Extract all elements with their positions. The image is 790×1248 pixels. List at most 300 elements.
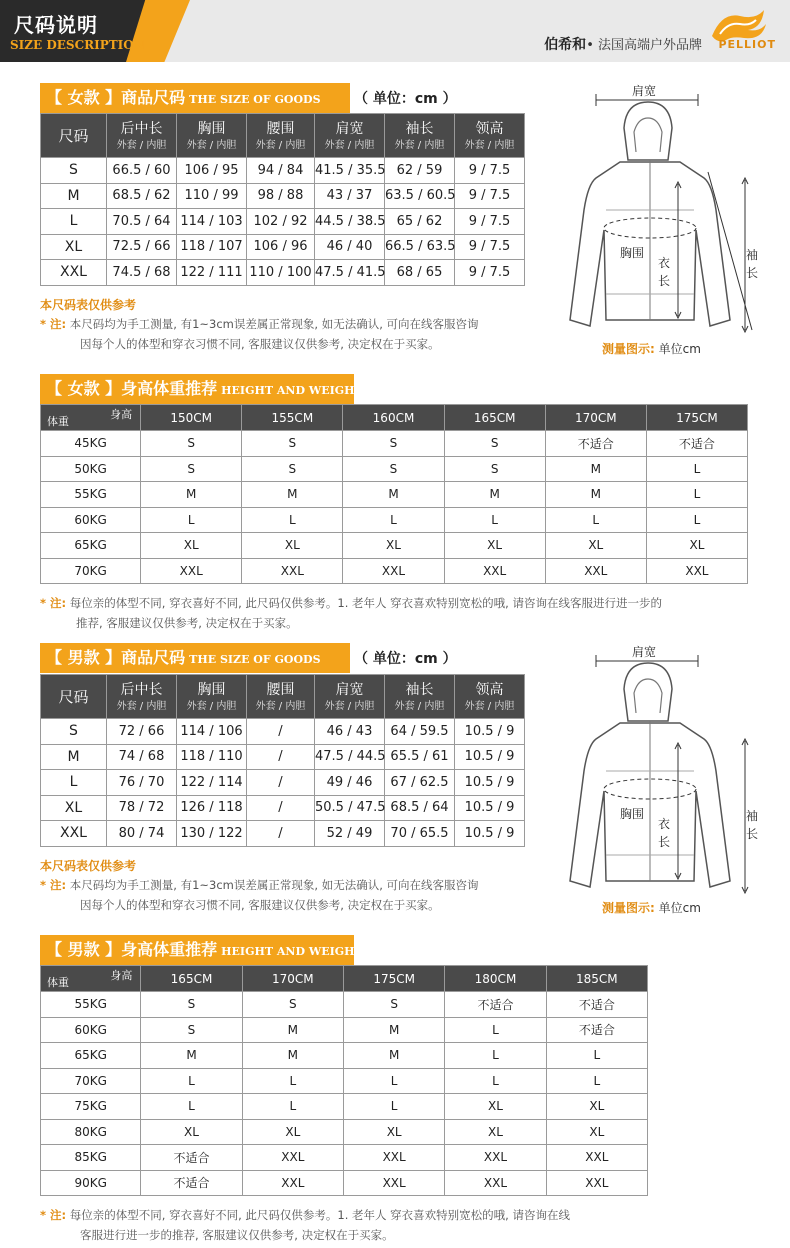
- table-cell: L: [141, 1068, 242, 1094]
- table-cell: M: [343, 1017, 444, 1043]
- column-header: [177, 114, 247, 158]
- table-cell: L: [646, 456, 747, 482]
- women-jacket-diagram: [560, 80, 770, 360]
- height-column-header: 165CM: [141, 966, 242, 992]
- corner-height-label: 身高: [110, 969, 133, 982]
- note-line-1: 本尺码均为手工测量, 有1~3cm误差属正常现象, 如无法确认, 可向在线客服咨询: [69, 878, 479, 892]
- column-header: [177, 675, 247, 719]
- table-cell: 65.5 / 61: [385, 744, 455, 770]
- height-column-header: 185CM: [546, 966, 647, 992]
- table-cell: XXL: [242, 1145, 343, 1171]
- weight-cell: 55KG: [41, 482, 141, 508]
- size-column-header: 尺码: [41, 114, 107, 158]
- weight-cell: 50KG: [41, 456, 141, 482]
- table-cell: L: [141, 507, 242, 533]
- table-cell: L: [445, 1043, 546, 1069]
- table-cell: S: [242, 456, 343, 482]
- table-row: [41, 158, 525, 184]
- table-cell: 49 / 46: [315, 770, 385, 796]
- note-line-1: 每位亲的体型不同, 穿衣喜好不同, 此尺码仅供参考。1. 老年人 穿衣喜欢特别宽松的哦, 请咨询在线: [69, 1208, 570, 1222]
- table-cell: XL: [545, 533, 646, 559]
- table-row: [41, 795, 525, 821]
- size-cell: XL: [41, 795, 107, 821]
- table-cell: XXL: [545, 558, 646, 584]
- table-row: [41, 719, 525, 745]
- note-line-2: 客服进行进一步的推荐, 客服建议仅供参考, 决定权在于买家。: [80, 1228, 394, 1242]
- table-row: [41, 183, 525, 209]
- column-header-sub: 外套 / 内胆: [116, 139, 167, 151]
- women-size-table: [40, 113, 525, 286]
- header-row: [41, 114, 525, 158]
- column-header-label: 后中长: [120, 681, 163, 698]
- table-row: [41, 209, 525, 235]
- table-cell: 118 / 107: [177, 234, 247, 260]
- men-rec-title-en: HEIGHT AND WEIGHT: [221, 945, 363, 958]
- corner-header: [41, 405, 141, 431]
- tagline: • 法国高端户外品牌: [586, 38, 702, 53]
- corner-weight-label: 体重: [47, 976, 69, 989]
- table-cell: S: [444, 456, 545, 482]
- table-row: [41, 821, 525, 847]
- table-cell: L: [242, 1068, 343, 1094]
- men-size-unit: （ 单位：cm ）: [354, 651, 457, 667]
- table-cell: 47.5 / 41.5: [315, 260, 385, 286]
- sleeve-label: 袖长: [746, 809, 759, 841]
- column-header: [315, 114, 385, 158]
- page-subtitle: SIZE DESCRIPTION: [10, 38, 145, 52]
- table-row: [41, 1043, 648, 1069]
- table-row: [41, 456, 748, 482]
- column-header-sub: 外套 / 内胆: [394, 139, 445, 151]
- logo-wordmark: PELLIOT: [718, 38, 776, 51]
- table-row: [41, 431, 748, 457]
- note-star: * 注:: [40, 878, 67, 892]
- table-cell: 63.5 / 60.5: [385, 183, 455, 209]
- women-rec-title: [40, 374, 363, 404]
- column-header: [385, 675, 455, 719]
- table-cell: XXL: [343, 558, 444, 584]
- measure-label: [602, 340, 701, 357]
- table-cell: 70 / 65.5: [385, 821, 455, 847]
- women-size-note: [40, 314, 479, 354]
- table-row: [41, 482, 748, 508]
- weight-cell: 60KG: [41, 507, 141, 533]
- women-rec-title-cn: 【 女款 】身高体重推荐: [46, 379, 218, 398]
- table-cell: M: [242, 482, 343, 508]
- table-cell: L: [546, 1068, 647, 1094]
- size-cell: M: [41, 183, 107, 209]
- table-cell: M: [242, 1017, 343, 1043]
- table-cell: 9 / 7.5: [455, 234, 525, 260]
- table-cell: 72 / 66: [107, 719, 177, 745]
- column-header-sub: 外套 / 内胆: [394, 700, 445, 712]
- jacket-outline-icon: [560, 80, 770, 340]
- column-header: [455, 675, 525, 719]
- table-cell: S: [343, 992, 444, 1018]
- table-cell: /: [247, 821, 315, 847]
- table-row: [41, 507, 748, 533]
- header-row: [41, 966, 648, 992]
- table-cell: 不适合: [141, 1170, 242, 1196]
- column-header-label: 后中长: [120, 120, 163, 137]
- table-cell: L: [343, 1094, 444, 1120]
- height-column-header: 160CM: [343, 405, 444, 431]
- note-line-1: 每位亲的体型不同, 穿衣喜好不同, 此尺码仅供参考。1. 老年人 穿衣喜欢特别宽松的哦, 请咨询在线客服进行进一步的: [69, 596, 662, 610]
- weight-cell: 65KG: [41, 1043, 141, 1069]
- column-header: [247, 114, 315, 158]
- table-cell: L: [242, 1094, 343, 1120]
- table-cell: 不适合: [546, 992, 647, 1018]
- table-cell: XL: [343, 533, 444, 559]
- men-size-title-en: THE SIZE OF GOODS: [189, 653, 321, 666]
- table-cell: XL: [646, 533, 747, 559]
- table-cell: 41.5 / 35.5: [315, 158, 385, 184]
- column-header-sub: 外套 / 内胆: [324, 139, 375, 151]
- table-cell: S: [242, 992, 343, 1018]
- weight-cell: 60KG: [41, 1017, 141, 1043]
- table-cell: 114 / 103: [177, 209, 247, 235]
- table-cell: 43 / 37: [315, 183, 385, 209]
- table-cell: 68.5 / 64: [385, 795, 455, 821]
- table-cell: S: [141, 1017, 242, 1043]
- table-cell: 122 / 111: [177, 260, 247, 286]
- table-cell: /: [247, 719, 315, 745]
- table-row: [41, 234, 525, 260]
- table-cell: 66.5 / 63.5: [385, 234, 455, 260]
- note-line-1: 本尺码均为手工测量, 有1~3cm误差属正常现象, 如无法确认, 可向在线客服咨询: [69, 317, 479, 331]
- table-row: [41, 260, 525, 286]
- table-cell: XXL: [546, 1170, 647, 1196]
- table-cell: L: [242, 507, 343, 533]
- note-star: * 注:: [40, 596, 67, 610]
- chest-label: 胸围: [620, 807, 645, 821]
- height-column-header: 175CM: [343, 966, 444, 992]
- corner-header: [41, 966, 141, 992]
- women-rec-note: [40, 593, 662, 633]
- table-cell: 47.5 / 44.5: [315, 744, 385, 770]
- weight-cell: 90KG: [41, 1170, 141, 1196]
- table-cell: 67 / 62.5: [385, 770, 455, 796]
- size-cell: XXL: [41, 821, 107, 847]
- height-column-header: 175CM: [646, 405, 747, 431]
- column-header-label: 肩宽: [335, 681, 364, 698]
- measure-title: 测量图示:: [602, 342, 655, 356]
- table-cell: 不适合: [445, 992, 546, 1018]
- table-cell: 46 / 43: [315, 719, 385, 745]
- corner-weight-label: 体重: [47, 415, 69, 428]
- column-header-sub: 外套 / 内胆: [186, 700, 237, 712]
- weight-cell: 70KG: [41, 1068, 141, 1094]
- table-row: [41, 992, 648, 1018]
- table-cell: M: [343, 1043, 444, 1069]
- men-rec-table: [40, 965, 648, 1196]
- measure-unit: 单位cm: [658, 342, 701, 356]
- weight-cell: 70KG: [41, 558, 141, 584]
- table-cell: 50.5 / 47.5: [315, 795, 385, 821]
- women-size-title-cn: 【 女款 】商品尺码: [46, 88, 186, 107]
- table-cell: 70.5 / 64: [107, 209, 177, 235]
- column-header-label: 领高: [475, 681, 504, 698]
- table-cell: 68 / 65: [385, 260, 455, 286]
- column-header: [385, 114, 455, 158]
- table-row: [41, 1017, 648, 1043]
- weight-cell: 80KG: [41, 1119, 141, 1145]
- column-header-label: 腰围: [266, 681, 295, 698]
- table-cell: 118 / 110: [177, 744, 247, 770]
- table-cell: XXL: [646, 558, 747, 584]
- table-cell: S: [444, 431, 545, 457]
- table-cell: 不适合: [546, 1017, 647, 1043]
- table-cell: 102 / 92: [247, 209, 315, 235]
- table-cell: XL: [444, 533, 545, 559]
- column-header-label: 肩宽: [335, 120, 364, 137]
- table-cell: 98 / 88: [247, 183, 315, 209]
- women-size-title-en: THE SIZE OF GOODS: [189, 93, 321, 106]
- table-cell: 9 / 7.5: [455, 260, 525, 286]
- weight-cell: 75KG: [41, 1094, 141, 1120]
- table-cell: M: [141, 482, 242, 508]
- column-header-label: 领高: [475, 120, 504, 137]
- note-star: * 注:: [40, 317, 67, 331]
- men-size-note: [40, 875, 479, 915]
- sleeve-label: 袖长: [746, 248, 759, 280]
- table-cell: XL: [546, 1094, 647, 1120]
- table-cell: 76 / 70: [107, 770, 177, 796]
- table-cell: M: [444, 482, 545, 508]
- table-cell: 94 / 84: [247, 158, 315, 184]
- table-row: [41, 1094, 648, 1120]
- table-cell: XXL: [343, 1170, 444, 1196]
- men-jacket-diagram: [560, 641, 770, 921]
- table-cell: M: [545, 456, 646, 482]
- chest-label: 胸围: [620, 246, 645, 260]
- table-cell: 10.5 / 9: [455, 744, 525, 770]
- table-cell: S: [242, 431, 343, 457]
- column-header-label: 胸围: [197, 681, 226, 698]
- size-cell: XL: [41, 234, 107, 260]
- table-cell: 9 / 7.5: [455, 209, 525, 235]
- corner-height-label: 身高: [110, 408, 133, 421]
- table-cell: 9 / 7.5: [455, 183, 525, 209]
- table-cell: XL: [141, 533, 242, 559]
- table-cell: 不适合: [141, 1145, 242, 1171]
- table-cell: L: [343, 1068, 444, 1094]
- table-cell: XXL: [445, 1145, 546, 1171]
- length-label: 衣长: [658, 817, 671, 849]
- size-cell: M: [41, 744, 107, 770]
- women-size-ref: 本尺码表仅供参考: [40, 298, 137, 312]
- table-row: [41, 558, 748, 584]
- table-cell: 65 / 62: [385, 209, 455, 235]
- size-cell: L: [41, 770, 107, 796]
- column-header-sub: 外套 / 内胆: [255, 139, 306, 151]
- size-cell: S: [41, 158, 107, 184]
- table-cell: XXL: [444, 558, 545, 584]
- measure-label: [602, 899, 701, 916]
- table-cell: XXL: [546, 1145, 647, 1171]
- table-cell: L: [343, 507, 444, 533]
- table-row: [41, 770, 525, 796]
- table-cell: 110 / 99: [177, 183, 247, 209]
- table-row: [41, 1170, 648, 1196]
- table-cell: S: [343, 456, 444, 482]
- table-cell: S: [141, 992, 242, 1018]
- brand-tagline: [544, 34, 702, 54]
- weight-cell: 65KG: [41, 533, 141, 559]
- table-cell: /: [247, 744, 315, 770]
- men-rec-title: [40, 935, 363, 965]
- table-cell: L: [646, 482, 747, 508]
- column-header: [315, 675, 385, 719]
- shoulder-label: 肩宽: [632, 84, 657, 98]
- note-line-2: 因每个人的体型和穿衣习惯不同, 客服建议仅供参考, 决定权在于买家。: [80, 898, 440, 912]
- table-row: [41, 533, 748, 559]
- table-cell: 64 / 59.5: [385, 719, 455, 745]
- table-cell: M: [545, 482, 646, 508]
- length-label: 衣长: [658, 256, 671, 288]
- column-header-sub: 外套 / 内胆: [116, 700, 167, 712]
- measure-title: 测量图示:: [602, 901, 655, 915]
- men-size-table: [40, 674, 525, 847]
- weight-cell: 55KG: [41, 992, 141, 1018]
- women-rec-table: [40, 404, 748, 584]
- shoulder-label: 肩宽: [632, 645, 657, 659]
- table-cell: XL: [546, 1119, 647, 1145]
- men-size-ref: 本尺码表仅供参考: [40, 859, 137, 873]
- table-cell: 10.5 / 9: [455, 795, 525, 821]
- men-size-title: [40, 643, 350, 673]
- table-cell: 44.5 / 38.5: [315, 209, 385, 235]
- table-cell: /: [247, 795, 315, 821]
- size-column-header: 尺码: [41, 675, 107, 719]
- table-cell: L: [545, 507, 646, 533]
- table-cell: XL: [445, 1119, 546, 1145]
- note-line-2: 推荐, 客服建议仅供参考, 决定权在于买家。: [76, 616, 298, 630]
- column-header-label: 袖长: [405, 120, 434, 137]
- table-cell: /: [247, 770, 315, 796]
- table-cell: S: [141, 456, 242, 482]
- table-cell: M: [242, 1043, 343, 1069]
- column-header: [107, 675, 177, 719]
- note-star: * 注:: [40, 1208, 67, 1222]
- table-cell: 106 / 96: [247, 234, 315, 260]
- weight-cell: 45KG: [41, 431, 141, 457]
- column-header-sub: 外套 / 内胆: [186, 139, 237, 151]
- height-column-header: 150CM: [141, 405, 242, 431]
- men-rec-note: [40, 1205, 570, 1245]
- table-cell: 10.5 / 9: [455, 719, 525, 745]
- table-cell: 10.5 / 9: [455, 821, 525, 847]
- table-cell: XXL: [242, 558, 343, 584]
- table-cell: 10.5 / 9: [455, 770, 525, 796]
- table-cell: 110 / 100: [247, 260, 315, 286]
- table-cell: 130 / 122: [177, 821, 247, 847]
- women-size-title: [40, 83, 350, 113]
- column-header: [247, 675, 315, 719]
- table-cell: S: [343, 431, 444, 457]
- height-column-header: 170CM: [242, 966, 343, 992]
- header-row: [41, 675, 525, 719]
- table-row: [41, 744, 525, 770]
- table-cell: XL: [242, 1119, 343, 1145]
- header-row: [41, 405, 748, 431]
- note-line-2: 因每个人的体型和穿衣习惯不同, 客服建议仅供参考, 决定权在于买家。: [80, 337, 440, 351]
- men-size-title-cn: 【 男款 】商品尺码: [46, 648, 186, 667]
- table-cell: 74 / 68: [107, 744, 177, 770]
- height-column-header: 180CM: [445, 966, 546, 992]
- men-rec-title-cn: 【 男款 】身高体重推荐: [46, 940, 218, 959]
- table-cell: L: [445, 1068, 546, 1094]
- table-cell: 46 / 40: [315, 234, 385, 260]
- height-column-header: 170CM: [545, 405, 646, 431]
- table-cell: 72.5 / 66: [107, 234, 177, 260]
- table-cell: 78 / 72: [107, 795, 177, 821]
- table-cell: XL: [242, 533, 343, 559]
- women-rec-title-en: HEIGHT AND WEIGHT: [221, 384, 363, 397]
- column-header: [455, 114, 525, 158]
- column-header-sub: 外套 / 内胆: [324, 700, 375, 712]
- page-title: 尺码说明: [14, 13, 98, 37]
- column-header: [107, 114, 177, 158]
- table-cell: 62 / 59: [385, 158, 455, 184]
- size-cell: L: [41, 209, 107, 235]
- table-row: [41, 1145, 648, 1171]
- column-header-sub: 外套 / 内胆: [464, 139, 515, 151]
- column-header-sub: 外套 / 内胆: [255, 700, 306, 712]
- table-cell: 80 / 74: [107, 821, 177, 847]
- table-row: [41, 1119, 648, 1145]
- table-cell: XL: [445, 1094, 546, 1120]
- table-row: [41, 1068, 648, 1094]
- table-cell: XL: [141, 1119, 242, 1145]
- column-header-label: 胸围: [197, 120, 226, 137]
- table-cell: XXL: [343, 1145, 444, 1171]
- table-cell: XXL: [445, 1170, 546, 1196]
- table-cell: M: [141, 1043, 242, 1069]
- table-cell: L: [444, 507, 545, 533]
- height-column-header: 165CM: [444, 405, 545, 431]
- table-cell: XXL: [242, 1170, 343, 1196]
- column-header-label: 腰围: [266, 120, 295, 137]
- height-column-header: 155CM: [242, 405, 343, 431]
- table-cell: XXL: [141, 558, 242, 584]
- measure-unit: 单位cm: [658, 901, 701, 915]
- table-cell: M: [343, 482, 444, 508]
- brand-name: 伯希和: [544, 37, 587, 53]
- table-cell: S: [141, 431, 242, 457]
- table-cell: 122 / 114: [177, 770, 247, 796]
- jacket-outline-icon: [560, 641, 770, 901]
- table-cell: 114 / 106: [177, 719, 247, 745]
- table-cell: L: [546, 1043, 647, 1069]
- table-cell: L: [141, 1094, 242, 1120]
- table-cell: 不适合: [545, 431, 646, 457]
- table-cell: L: [445, 1017, 546, 1043]
- table-cell: 不适合: [646, 431, 747, 457]
- table-cell: 68.5 / 62: [107, 183, 177, 209]
- table-cell: 66.5 / 60: [107, 158, 177, 184]
- column-header-label: 袖长: [405, 681, 434, 698]
- table-cell: 106 / 95: [177, 158, 247, 184]
- weight-cell: 85KG: [41, 1145, 141, 1171]
- table-cell: XL: [343, 1119, 444, 1145]
- size-cell: XXL: [41, 260, 107, 286]
- size-cell: S: [41, 719, 107, 745]
- table-cell: 52 / 49: [315, 821, 385, 847]
- table-cell: 126 / 118: [177, 795, 247, 821]
- table-cell: 74.5 / 68: [107, 260, 177, 286]
- women-size-unit: （ 单位：cm ）: [354, 91, 457, 107]
